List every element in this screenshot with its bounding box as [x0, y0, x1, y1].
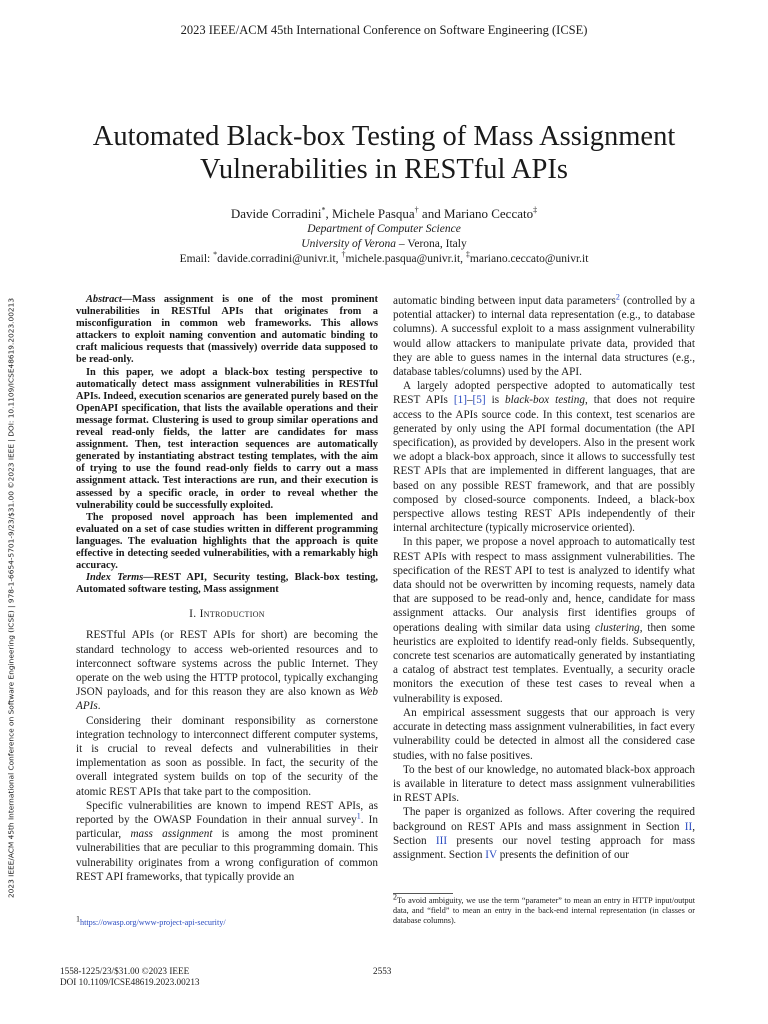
footnote-1: [76, 914, 378, 928]
footnote-link[interactable]: https://owasp.org/www-project-api-security/: [80, 918, 226, 927]
text-run: A largely adopted perspective adopted to automatically test REST APIs: [393, 380, 695, 407]
location: – Verona, Italy: [396, 238, 467, 250]
index-terms-label: Index Terms: [86, 572, 144, 584]
section-link[interactable]: IV: [485, 848, 497, 861]
department: Department of Computer Science: [307, 223, 461, 235]
title-line-1: Automated Black-box Testing of Mass Assignment: [92, 121, 676, 152]
footer-left: [60, 966, 200, 988]
emphasis: mass assignment: [130, 828, 213, 841]
text-run: RESTful APIs (or REST APIs for short) are becoming the standard technology to access web-oriented resources and to interconnect software systems across the public Internet. They operate on the web using the HTTP protocol, typically exchanging JSON payloads, and for this reason they are also known as: [76, 629, 378, 699]
author-name: and Mariano Ceccato: [418, 206, 534, 221]
emphasis: clustering: [595, 621, 640, 634]
author-name: , Michele Pasqua: [325, 206, 415, 221]
footnote-ref[interactable]: 1: [356, 811, 361, 821]
email-mark: ‡: [465, 250, 470, 260]
text-run: , Section: [393, 820, 695, 847]
text-run: –: [466, 394, 473, 407]
footer-issn: 1558-1225/23/$31.00 ©2023 IEEE: [60, 966, 190, 976]
body-paragraph: [76, 799, 378, 884]
abstract-paragraph: In this paper, we adopt a black-box testing perspective to automatically detect mass assignment vulnerabilities in RESTful APIs. Indeed, execution scenarios are generated purely based on the OpenAPI specification, that lists the available operations and their message format. Clustering is used to group similar operations and reveal read-only fields, the latter are candidates for mass assignment. Then, test interaction sequences are automatically generated by instantiating abstract testing templates, with the aim of trying to use the found read-only fields to carry out a mass assignment attack. Test interactions are run, and their execution is assessed by a specific oracle, in order to reveal whether the vulnerability could be successfully exploited.: [76, 366, 378, 511]
text-run: Specific vulnerabilities are known to impend REST APIs, as reported by the OWASP Foundation in their annual survey: [76, 799, 378, 826]
text-run: In this paper, we propose a novel approach to automatically test REST APIs with respect to mass assignment vulnerabilities. The specification of the REST API to test is analyzed to identify what data should not be overwritten by incoming requests, namely data that are supposed to be read-only and, hence, candidate for mass assignment attacks. Our analysis first identifies groups of operations dealing with similar data using: [393, 536, 695, 634]
author-block: [0, 206, 768, 267]
section-title: Introduction: [199, 608, 265, 621]
index-terms: [76, 572, 378, 596]
text-run: .: [97, 700, 101, 713]
author-mark: ‡: [533, 205, 538, 215]
text-run: presents our novel testing approach for mass assignment. Section: [393, 834, 695, 861]
footnote-2: [393, 892, 695, 926]
university-line: [0, 237, 768, 252]
body-paragraph: To the best of our knowledge, no automated black-box approach is available in literature to detect mass assignment vulnerabilities in REST APIs.: [393, 763, 695, 805]
section-heading: [76, 608, 378, 620]
body-paragraph: [393, 535, 695, 705]
right-column: [393, 294, 695, 862]
footer-doi: DOI 10.1109/ICSE48619.2023.00213: [60, 977, 200, 987]
text-run: presents the definition of our: [496, 848, 629, 861]
footnote-mark: 1: [76, 914, 80, 924]
paper-title: [0, 120, 768, 186]
citation-link[interactable]: [1]: [453, 394, 467, 407]
conference-header: 2023 IEEE/ACM 45th International Conference on Software Engineering (ICSE): [180, 23, 588, 37]
side-identifier-text: 2023 IEEE/ACM 45th International Conference on Software Engineering (ICSE) | 978-1-6654-5701-9/23/$31.00 ©2023 IEEE | DOI: 10.1109/ICSE48619.2023.00213: [6, 297, 16, 899]
left-column: [76, 294, 378, 884]
email-line: [0, 252, 768, 267]
text-run: , that does not require access to the APIs source code. In this context, test scenarios are generated by only using the API formal documentation (the API specification), as provided by developers. Also in the present work we adopt a black-box approach, since it allows to successfully test REST APIs that are implemented in different languages, that are based on any possible REST framework, and that are possibly composed by closed-source components. Indeed, a black-box perspective allows testing REST APIs independently of their internal architecture (typically microservice oriented).: [393, 394, 696, 535]
text-run: is: [485, 394, 506, 407]
text-run: automatic binding between input data parameters: [393, 295, 616, 307]
university: University of Verona: [301, 238, 397, 250]
title-line-2: Vulnerabilities in RESTful APIs: [200, 154, 568, 185]
page-number: 2553: [373, 966, 392, 976]
citation-link[interactable]: [5]: [472, 394, 486, 407]
footnote-ref[interactable]: 2: [615, 292, 620, 302]
author-mark: *: [321, 205, 326, 215]
footnote-mark: 2: [393, 892, 397, 902]
abstract-text: —Mass assignment is one of the most prominent vulnerabilities in RESTful APIs that originates from a misconfiguration in common web frameworks. This allows attackers to exploit naming convention and automatic binding to craft malicious requests that (massively) override data supposed to be read-only.: [76, 294, 378, 366]
author-list: [0, 206, 768, 222]
abstract-label: Abstract: [86, 294, 122, 305]
text-run: (controlled by a potential attacker) to internal data representation (e.g., to database columns). A successful exploit to a mass assignment vulnerability would allow attackers to manipulate private data, provided that they are able to guess names in the internal data structures (e.g., database tables/columns) used by the API.: [393, 295, 695, 379]
body-paragraph: Considering their dominant responsibility as cornerstone integration technology to interconnect different computer systems, it is crucial to reveal defects and vulnerabilities in their implementation as soon as possible. In fact, the security of the overall integrated system builds on top of the security of the atomic REST APIs that take part to the composition.: [76, 714, 378, 798]
text-run: is among the most prominent vulnerabilities that are peculiar to this programming domain. This vulnerability originates from a wrong configuration of common REST API frameworks, that typically provide an: [76, 828, 379, 883]
section-number: I.: [189, 608, 200, 621]
section-link[interactable]: III: [435, 834, 448, 847]
email-mark: †: [341, 250, 346, 260]
emphasis: Web APIs: [76, 686, 378, 713]
text-run: . In particular,: [76, 813, 378, 841]
body-paragraph: [393, 294, 695, 379]
body-paragraph: An empirical assessment suggests that our approach is very accurate in detecting mass assignment vulnerabilities, in fact every vulnerability could be detected in almost all the considered case studies, with no false positives.: [393, 706, 695, 762]
emphasis: black-box testing: [505, 394, 585, 407]
text-run: , then some heuristics are exploited to identify read-only fields. Subsequently, concrete test scenarios are automatically generated by instantiating a catalog of abstract test templates. Eventually, a security oracle monitors the execution of these test cases to reveal when a vulnerability is exposed.: [393, 621, 695, 705]
text-run: The paper is organized as follows. After covering the required background on REST APIs and mass assignment in Section: [393, 806, 695, 833]
body-paragraph: [76, 628, 378, 713]
email-address[interactable]: mariano.ceccato@univr.it: [469, 253, 589, 265]
email-prefix: Email:: [179, 253, 214, 265]
abstract-paragraph: [76, 294, 378, 367]
index-terms-text: —REST API, Security testing, Black-box testing, Automated software testing, Mass assignment: [76, 572, 378, 596]
email-address[interactable]: davide.corradini@univr.it,: [217, 253, 342, 265]
author-name: Davide Corradini: [230, 206, 322, 221]
footnote-divider: [393, 893, 453, 894]
email-mark: *: [213, 250, 218, 260]
footnote-text: To avoid ambiguity, we use the term “parameter” to mean an entry in HTTP input/output data, and “field” to mean an entry in the back-end internal representation (in classes or database columns).: [393, 896, 695, 925]
email-address[interactable]: michele.pasqua@univr.it,: [345, 253, 466, 265]
abstract-paragraph: The proposed novel approach has been implemented and evaluated on a set of case studies written in different programming languages. The evaluation highlights that the approach is quite effective in detecting seeded vulnerabilities, with a remarkably high accuracy.: [76, 511, 378, 572]
body-paragraph: [393, 379, 695, 535]
section-link[interactable]: II: [684, 820, 693, 833]
author-mark: †: [414, 205, 419, 215]
body-paragraph: [393, 805, 695, 862]
